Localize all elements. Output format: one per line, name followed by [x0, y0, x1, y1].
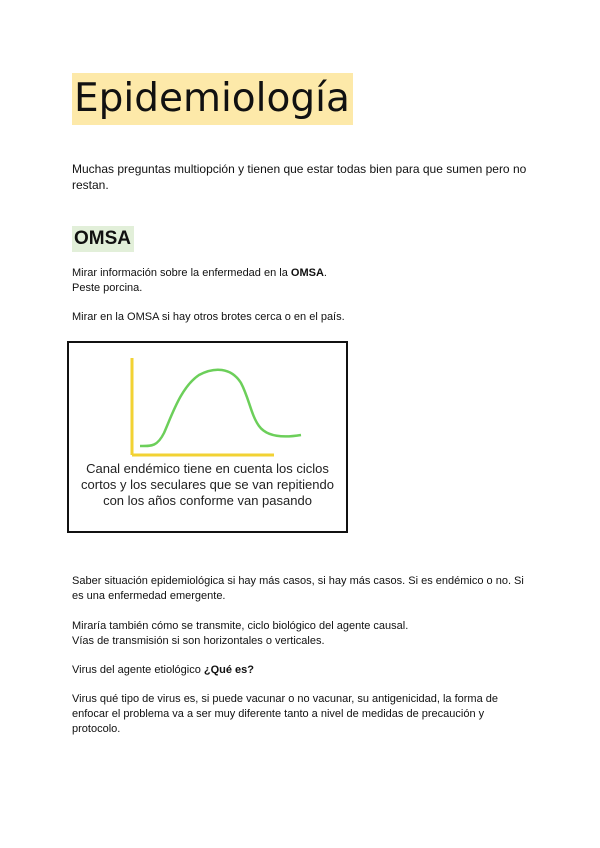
virus-text: Virus del agente etiológico: [72, 664, 204, 676]
brotes-line: Mirar en la OMSA si hay otros brotes cerca o en el país.: [72, 311, 345, 323]
peste-line: Peste porcina.: [72, 282, 143, 294]
omsa-info-line: [72, 266, 532, 281]
tipo-paragraph: Virus qué tipo de virus es, si puede vacunar o no vacunar, su antigenicidad, la forma de enfocar el problema va a ser muy diferente tanto a nivel de medidas de precaución y protocolo.: [72, 693, 499, 735]
virus-bold-question: ¿Qué es?: [203, 664, 255, 676]
section-heading-omsa: OMSA: [72, 226, 134, 252]
endemic-channel-figure: [67, 341, 348, 533]
omsa-info-period: .: [323, 267, 327, 279]
page-title: Epidemiología: [72, 73, 353, 125]
situacion-paragraph: Saber situación epidemiológica si hay más casos, si hay más casos. Si es endémico o no. Si es una enfermedad emergente.: [72, 575, 524, 602]
omsa-bold: OMSA: [290, 267, 324, 279]
virus-line: [72, 663, 532, 678]
vias-line: Vías de transmisión si son horizontales o verticales.: [72, 635, 325, 647]
transmite-line: Miraría también cómo se transmite, ciclo biológico del agente causal.: [72, 620, 409, 632]
endemic-curve: [140, 370, 301, 446]
figure-caption: Canal endémico tiene en cuenta los ciclos cortos y los seculares que se van repitiendo con los años conforme van pasando: [81, 461, 334, 508]
omsa-info-text: Mirar información sobre la enfermedad en la: [72, 267, 291, 279]
intro-paragraph: Muchas preguntas multiopción y tienen que estar todas bien para que sumen pero no restan.: [72, 162, 527, 192]
